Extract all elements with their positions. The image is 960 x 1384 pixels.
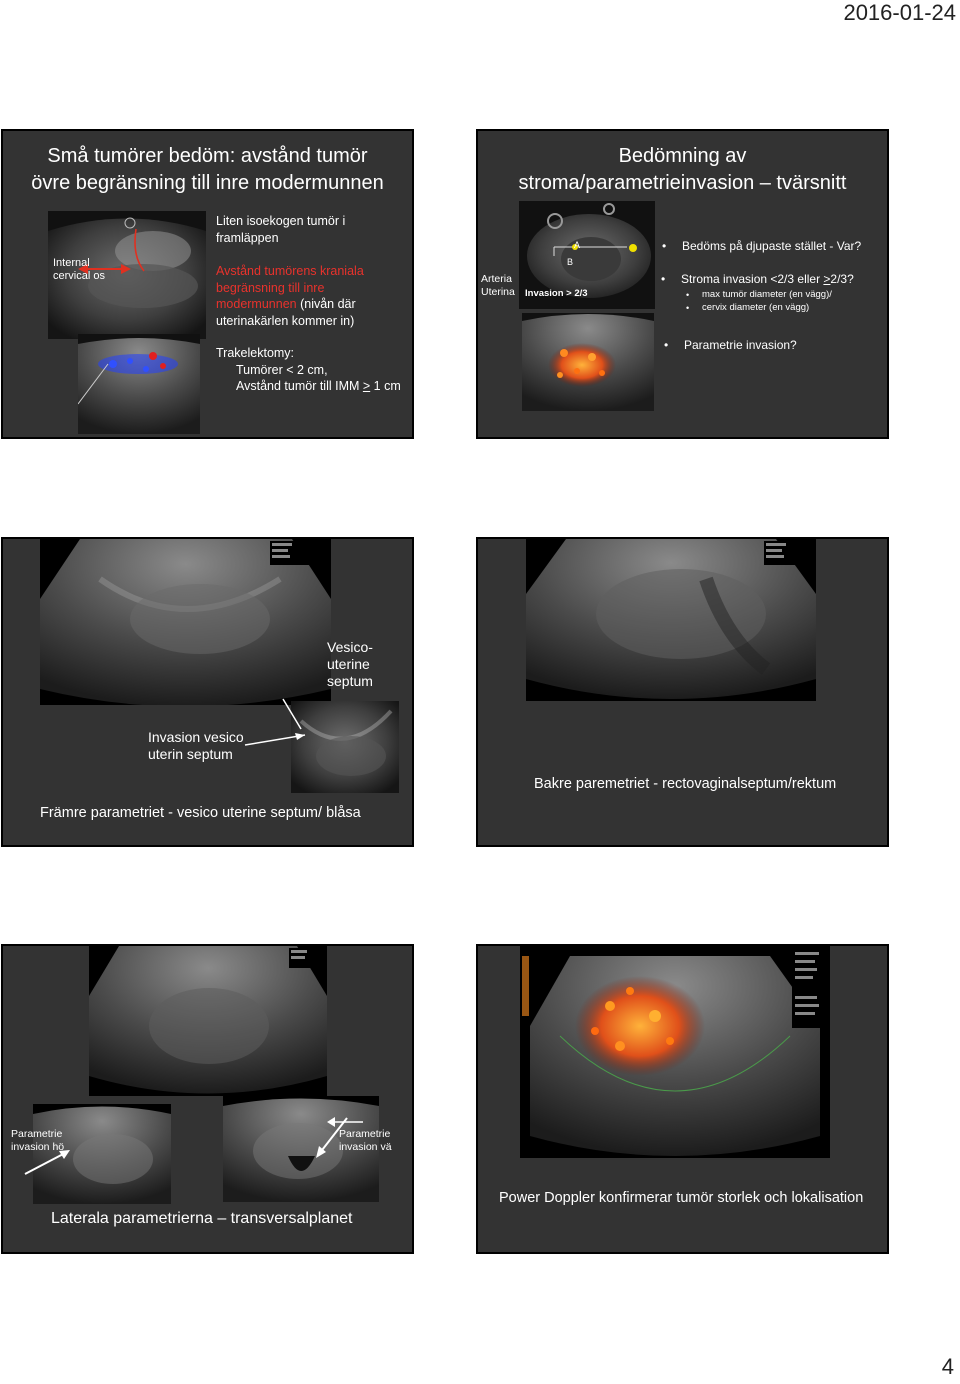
ultrasound-image-vesico <box>40 539 331 705</box>
measurement-a: A <box>574 240 581 250</box>
measurement-b: B <box>567 257 574 267</box>
arrow-icon <box>243 689 323 759</box>
invasion-label: Invasion > 2/3 <box>525 288 588 299</box>
tumor-description: Liten isoekogen tumör i framläppen <box>216 214 346 245</box>
ultrasound-image-power-doppler <box>520 946 830 1158</box>
header-date: 2016-01-24 <box>843 0 956 25</box>
slide-title: Bedömning av stroma/parametrieinvasion – tvärsnitt <box>518 145 847 194</box>
arteria-uterina-label: Arteria Uterina <box>481 273 515 298</box>
internal-os-label: Internal cervical os <box>53 257 105 282</box>
slide-title: Små tumörer bedöm: avstånd tumör övre begränsning till inre modermunnen <box>31 145 384 194</box>
slide-posterior-parametrium <box>476 537 889 847</box>
parametrie-left-label: Parametrie invasion hö <box>11 1128 65 1153</box>
bullet-where: • Bedöms på djupaste stället - Var? <box>682 239 861 254</box>
invasion-vesico-label: Invasion vesico uterin septum <box>148 729 244 762</box>
trachelectomy-criteria: Trakelektomy: Tumörer < 2 cm, Avstånd tumör till IMM > 1 cm <box>216 346 401 393</box>
slide-caption: Power Doppler konfirmerar tumör storlek och lokalisation <box>499 1190 864 1206</box>
sub-bullet-max-diameter: • max tumör diameter (en vägg)/ <box>702 289 832 301</box>
bullet-stroma-invasion: • Stroma invasion <2/3 eller >2/3? <box>681 272 854 287</box>
ultrasound-image-doppler <box>522 313 654 411</box>
vesico-uterine-label: Vesico- uterine septum <box>327 639 373 689</box>
ultrasound-image-lateral-top <box>89 946 327 1096</box>
slide-caption: Främre parametriet - vesico uterine septum/ blåsa <box>40 805 361 821</box>
parametrie-right-label: Parametrie invasion vä <box>339 1128 392 1153</box>
slide-stroma-invasion <box>476 129 889 439</box>
page-number: 4 <box>941 1354 954 1379</box>
ultrasound-image-doppler <box>78 334 200 434</box>
slide-caption: Laterala parametrierna – transversalplanet <box>51 1210 353 1227</box>
slide-small-tumors <box>1 129 414 439</box>
ultrasound-image-rectovaginal <box>526 539 816 701</box>
slide-lateral-parametrium <box>1 944 414 1254</box>
distance-description: Avstånd tumörens kraniala begränsning till inre modermunnen (nivån där uterinakärlen kommer in) <box>216 264 364 328</box>
slide-power-doppler <box>476 944 889 1254</box>
bullet-parametrie: • Parametrie invasion? <box>684 338 797 353</box>
sub-bullet-cervix-diameter: • cervix diameter (en vägg) <box>702 302 809 314</box>
slide-caption: Bakre paremetriet - rectovaginalseptum/rektum <box>534 776 837 792</box>
slide-anterior-parametrium <box>1 537 414 847</box>
